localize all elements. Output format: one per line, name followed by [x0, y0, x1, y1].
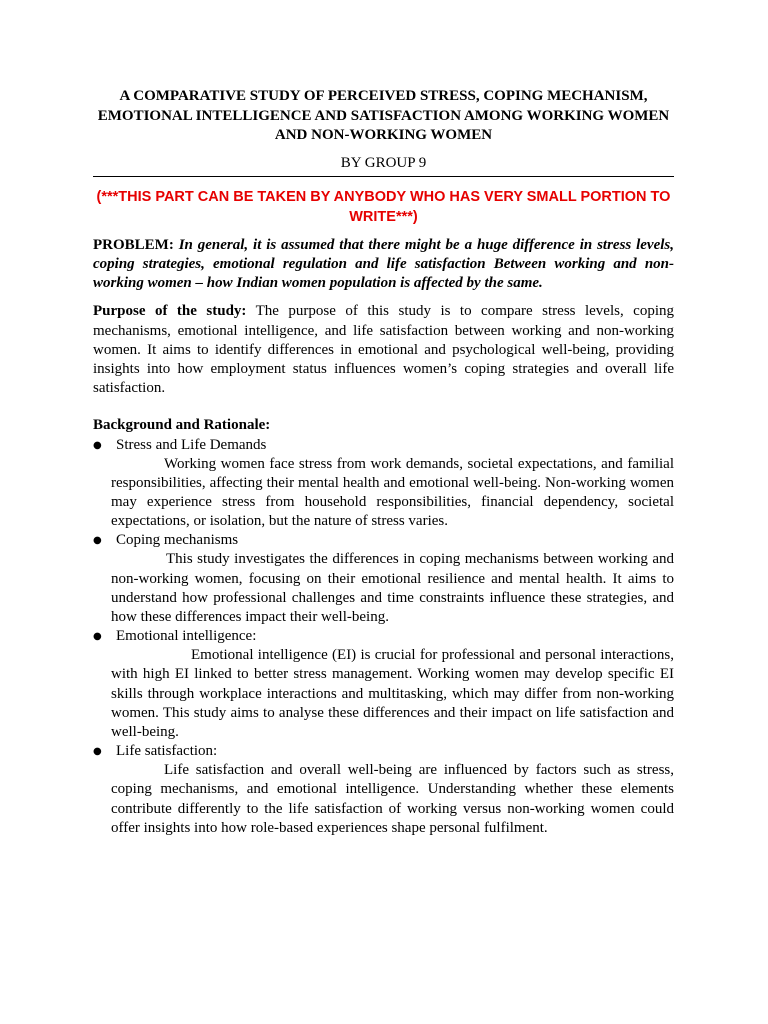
- document-page: [93, 87, 674, 838]
- bullet-title: Coping mechanisms: [116, 532, 239, 549]
- background-heading: Background and Rationale:: [93, 417, 271, 434]
- bullet-body: Life satisfaction and overall well-being are influenced by factors such as stress, coping mechanisms, and emotional intelligence. Understanding whether these elements contribute differently to the life satisfaction of working versus non-working women could offer insights into how role-based experiences shape personal fulfilment.: [111, 762, 674, 836]
- problem-label: PROBLEM:: [93, 236, 174, 253]
- bullet-body: This study investigates the differences in coping mechanisms between working and non-working women, focusing on their emotional resilience and mental health. It aims to understand how professional challenges and time constraints influence these strategies, and how these differences impact their well-being.: [111, 551, 674, 625]
- background-item: [93, 627, 674, 742]
- bullet-title: Emotional intelligence:: [116, 628, 257, 645]
- background-item: [93, 531, 674, 627]
- byline: BY GROUP 9: [93, 154, 674, 177]
- background-item: [93, 742, 674, 838]
- bullet-row: [93, 531, 674, 550]
- purpose-paragraph: [93, 302, 674, 398]
- problem-text: In general, it is assumed that there might be a huge difference in stress levels, coping strategies, emotional regulation and life satisfaction Between working and non-working women – how Indian women population is affected by the same.: [93, 236, 675, 292]
- bullet-row: [93, 436, 674, 455]
- bullet-icon: ●: [93, 535, 102, 547]
- bullet-body: Working women face stress from work demands, societal expectations, and familial responsibilities, affecting their mental health and emotional well-being. Non-working women may experience stress from household responsibilities, financial dependency, societal expectations, or isolation, but the nature of stress varies.: [111, 455, 674, 530]
- bullet-icon: ●: [93, 631, 102, 643]
- problem-paragraph: [93, 236, 674, 294]
- red-note: (***THIS PART CAN BE TAKEN BY ANYBODY WHO HAS VERY SMALL PORTION TO WRITE***): [96, 188, 671, 225]
- bullet-row: [93, 627, 674, 646]
- bullet-icon: ●: [93, 746, 102, 758]
- purpose-text: The purpose of this study is to compare stress levels, coping mechanisms, emotional intelligence, and life satisfaction between working and non-working women. It aims to identify differences in emotional and psychological well-being, providing insights into how employment status influences women’s coping strategies and overall life satisfaction.: [93, 303, 674, 397]
- bullet-body: Emotional intelligence (EI) is crucial for professional and personal interactions, with high EI linked to better stress management. Working women may develop specific EI skills through workplace interactions and multitasking, which may differ from non-working women. This study aims to analyse these differences and their impact on life satisfaction and well-being.: [111, 647, 674, 740]
- bullet-title: Life satisfaction:: [116, 743, 218, 760]
- bullet-icon: ●: [93, 439, 102, 451]
- background-item: [93, 436, 674, 532]
- bullet-title: Stress and Life Demands: [116, 436, 267, 453]
- bullet-row: [93, 742, 674, 761]
- document-title: A COMPARATIVE STUDY OF PERCEIVED STRESS, COPING MECHANISM, EMOTIONAL INTELLIGENCE AND SATISFACTION AMONG WORKING WOMEN AND NON-WORKING WOMEN: [97, 88, 670, 143]
- purpose-label: Purpose of the study:: [93, 303, 247, 320]
